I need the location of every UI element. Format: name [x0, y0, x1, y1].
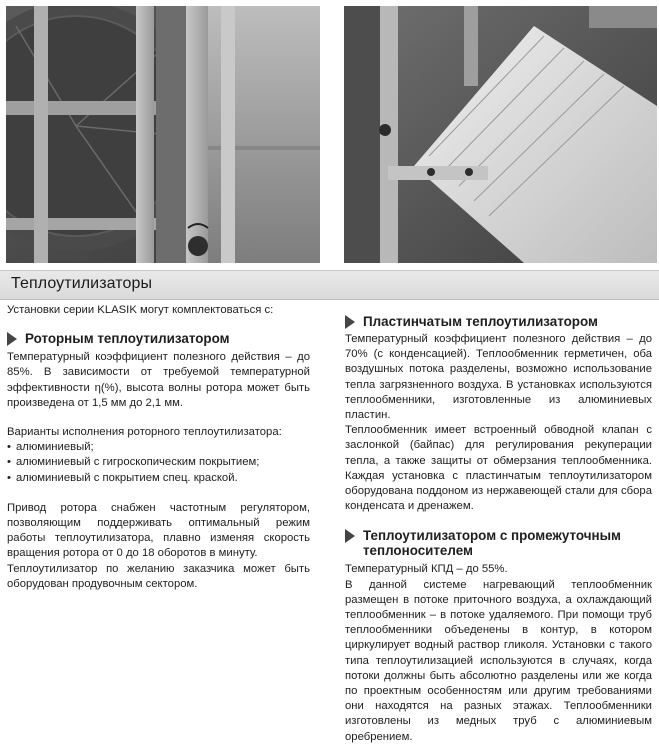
- section-title: Теплоутилизаторы: [11, 275, 153, 292]
- rotary-paragraph-3: Теплоутилизатор по желанию заказчика может быть оборудован продувочным сектором.: [7, 562, 310, 590]
- intermediate-heading-text: Теплоутилизатором с промежуточным теплоносителем: [363, 528, 621, 559]
- right-column: [345, 303, 652, 745]
- rotary-variants-title: Варианты исполнения роторного теплоутилизатора:: [7, 426, 282, 439]
- rotary-heading-text: Роторным теплоутилизатором: [25, 331, 230, 347]
- plate-exchanger-illustration: [344, 6, 657, 263]
- rotary-variants-list: [7, 440, 310, 486]
- plate-paragraph-2: Теплообменник имеет встроенный обводной клапан с заслонкой (байпас) для регулирования рекуперации тепла, а также защиты от обмерзания теплообменника. Каждая установка с пластинчатым теплоутилизатором оборудована поддоном из нержавеющей стали для сбора конденсата и дренажем.: [345, 424, 652, 513]
- list-item: • алюминиевый;: [7, 440, 310, 455]
- list-item: • алюминиевый с гигроскопическим покрытием;: [7, 455, 310, 470]
- triangle-bullet-icon: [345, 315, 355, 329]
- rotary-heading: [7, 331, 310, 346]
- section-header-bar: [0, 270, 659, 300]
- list-item: • алюминиевый с покрытием спец. краской.: [7, 471, 310, 486]
- intermediate-paragraph-1: Температурный КПД – до 55%.: [345, 563, 508, 576]
- rotary-paragraph-1: Температурный коэффициент полезного действия – до 85%. В зависимости от требуемой температурной эффективности η(%), высота волны ротора может быть произведена от 1,5 мм до 2,1 мм.: [7, 351, 310, 409]
- intermediate-paragraph-2: В данной системе нагревающий теплообменник размещен в потоке приточного воздуха, а охлаждающий теплообменник – в потоке удаляемого. При помощи труб теплообменники объеденены в контур, в котором циркулирует водный раствор гликоля. Установки с такого типа теплоутилизацией используются в случаях, когда потоки должны быть абсолютно разделены или же когда по проектным особенностям или другим требованиями они находятся на разных этажах. Теплообменники изготовлены из медных труб с алюминиевым оребрением.: [345, 578, 652, 743]
- plate-heading: [345, 314, 652, 329]
- intro-text: Установки серии KLASIK могут комплектоваться с:: [7, 304, 274, 316]
- triangle-bullet-icon: [345, 529, 355, 543]
- rotary-exchanger-illustration: [6, 6, 320, 263]
- triangle-bullet-icon: [7, 332, 17, 346]
- rotary-paragraph-2: Привод ротора снабжен частотным регулятором, позволяющим поддерживать оптимальный режим работы теплоутилизатора, плавно изменяя скорость вращения ротора от 0 до 18 оборотов в минуту.: [7, 501, 310, 560]
- plate-heading-text: Пластинчатым теплоутилизатором: [363, 314, 598, 329]
- plate-heat-exchanger-photo: [344, 6, 657, 263]
- intermediate-heading: [345, 528, 652, 558]
- left-column: [7, 303, 310, 592]
- rotary-heat-exchanger-photo: [6, 6, 320, 263]
- plate-paragraph-1: Температурный коэффициент полезного действия – до 70% (с конденсацией). Теплообменник герметичен, оба воздушных потока разделены, возможно использование тепла загрязненного воздуха. В установках используются теплообменники, изготовленные из алюминиевых пластин.: [345, 333, 652, 422]
